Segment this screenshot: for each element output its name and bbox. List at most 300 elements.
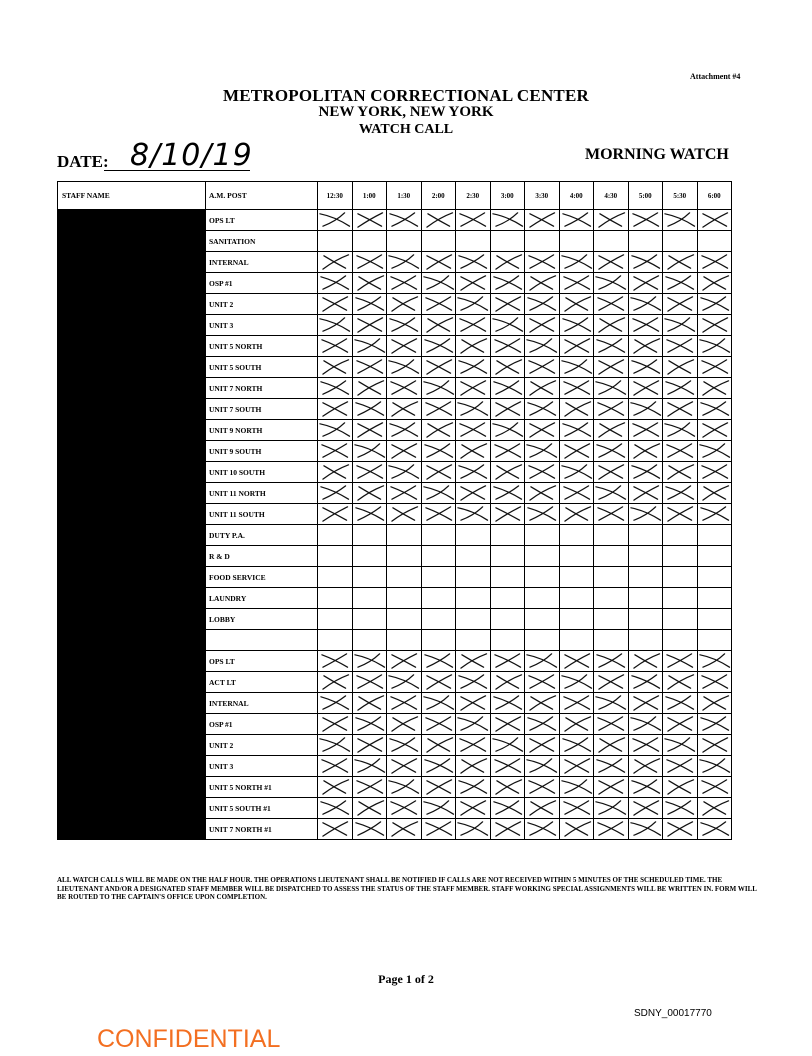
empty-cell [525, 231, 560, 252]
post-name: UNIT 3 [206, 315, 318, 336]
handwritten-x-icon [594, 672, 628, 692]
handwritten-x-icon [422, 819, 456, 839]
check-mark-cell [525, 441, 560, 462]
empty-cell [318, 609, 353, 630]
handwritten-x-icon [663, 378, 697, 398]
handwritten-x-icon [525, 651, 559, 671]
check-mark-cell [490, 651, 525, 672]
empty-cell [456, 567, 491, 588]
handwritten-x-icon [594, 777, 628, 797]
staff-name-header: STAFF NAME [58, 182, 206, 210]
handwritten-x-icon [318, 273, 352, 293]
post-name: SANITATION [206, 231, 318, 252]
handwritten-x-icon [525, 315, 559, 335]
post-name: DUTY P.A. [206, 525, 318, 546]
check-mark-cell [559, 693, 594, 714]
check-mark-cell [421, 672, 456, 693]
check-mark-cell [559, 819, 594, 840]
handwritten-x-icon [594, 462, 628, 482]
handwritten-x-icon [353, 504, 387, 524]
handwritten-x-icon [560, 693, 594, 713]
check-mark-cell [559, 672, 594, 693]
empty-cell [525, 567, 560, 588]
handwritten-x-icon [698, 210, 732, 230]
check-mark-cell [628, 756, 663, 777]
handwritten-x-icon [353, 210, 387, 230]
handwritten-x-icon [387, 294, 421, 314]
handwritten-x-icon [629, 210, 663, 230]
handwritten-x-icon [629, 483, 663, 503]
post-name: LOBBY [206, 609, 318, 630]
check-mark-cell [663, 441, 698, 462]
handwritten-x-icon [491, 798, 525, 818]
handwritten-x-icon [387, 756, 421, 776]
check-mark-cell [559, 357, 594, 378]
empty-cell [697, 609, 732, 630]
check-mark-cell [594, 357, 629, 378]
check-mark-cell [559, 735, 594, 756]
check-mark-cell [421, 420, 456, 441]
handwritten-x-icon [491, 756, 525, 776]
check-mark-cell [559, 483, 594, 504]
check-mark-cell [628, 462, 663, 483]
check-mark-cell [387, 420, 422, 441]
check-mark-cell [352, 336, 387, 357]
check-mark-cell [525, 714, 560, 735]
check-mark-cell [456, 777, 491, 798]
handwritten-x-icon [629, 819, 663, 839]
check-mark-cell [490, 735, 525, 756]
empty-cell [490, 231, 525, 252]
handwritten-x-icon [422, 462, 456, 482]
check-mark-cell [525, 693, 560, 714]
empty-cell [318, 525, 353, 546]
empty-cell [318, 588, 353, 609]
empty-cell [387, 546, 422, 567]
handwritten-x-icon [594, 756, 628, 776]
handwritten-x-icon [318, 420, 352, 440]
handwritten-x-icon [560, 357, 594, 377]
handwritten-x-icon [387, 273, 421, 293]
check-mark-cell [421, 315, 456, 336]
empty-cell [594, 609, 629, 630]
handwritten-x-icon [491, 693, 525, 713]
check-mark-cell [663, 819, 698, 840]
handwritten-x-icon [353, 441, 387, 461]
check-mark-cell [456, 252, 491, 273]
check-mark-cell [318, 651, 353, 672]
handwritten-x-icon [525, 483, 559, 503]
handwritten-x-icon [456, 714, 490, 734]
handwritten-x-icon [698, 336, 732, 356]
check-mark-cell [697, 399, 732, 420]
facility-location: NEW YORK, NEW YORK [318, 104, 494, 120]
check-mark-cell [387, 336, 422, 357]
check-mark-cell [490, 252, 525, 273]
handwritten-x-icon [318, 798, 352, 818]
post-name: INTERNAL [206, 252, 318, 273]
check-mark-cell [387, 714, 422, 735]
check-mark-cell [697, 735, 732, 756]
check-mark-cell [456, 483, 491, 504]
check-mark-cell [352, 777, 387, 798]
time-header: 3:00 [490, 182, 525, 210]
empty-cell [628, 525, 663, 546]
check-mark-cell [697, 210, 732, 231]
handwritten-x-icon [663, 294, 697, 314]
check-mark-cell [697, 777, 732, 798]
handwritten-x-icon [353, 798, 387, 818]
handwritten-x-icon [491, 819, 525, 839]
empty-cell [352, 588, 387, 609]
post-name: OSP #1 [206, 714, 318, 735]
check-mark-cell [352, 378, 387, 399]
check-mark-cell [352, 441, 387, 462]
handwritten-x-icon [698, 252, 732, 272]
handwritten-x-icon [629, 420, 663, 440]
empty-cell [559, 588, 594, 609]
handwritten-x-icon [422, 672, 456, 692]
empty-cell [663, 231, 698, 252]
check-mark-cell [594, 273, 629, 294]
handwritten-x-icon [422, 441, 456, 461]
post-name [206, 630, 318, 651]
form-title: WATCH CALL [358, 122, 454, 137]
handwritten-x-icon [629, 399, 663, 419]
handwritten-x-icon [525, 819, 559, 839]
watch-label: MORNING WATCH [585, 146, 729, 163]
handwritten-x-icon [353, 651, 387, 671]
handwritten-x-icon [698, 651, 732, 671]
handwritten-x-icon [491, 504, 525, 524]
post-name: UNIT 5 SOUTH [206, 357, 318, 378]
check-mark-cell [594, 693, 629, 714]
handwritten-x-icon [525, 735, 559, 755]
check-mark-cell [525, 483, 560, 504]
post-name: UNIT 11 NORTH [206, 483, 318, 504]
check-mark-cell [318, 483, 353, 504]
check-mark-cell [456, 819, 491, 840]
bates-number: SDNY_00017770 [634, 1008, 712, 1019]
handwritten-x-icon [456, 462, 490, 482]
handwritten-x-icon [663, 315, 697, 335]
handwritten-x-icon [698, 735, 732, 755]
check-mark-cell [421, 462, 456, 483]
post-name: UNIT 5 SOUTH #1 [206, 798, 318, 819]
check-mark-cell [387, 651, 422, 672]
watch-call-table [57, 181, 732, 840]
handwritten-x-icon [629, 693, 663, 713]
handwritten-x-icon [629, 504, 663, 524]
check-mark-cell [456, 714, 491, 735]
check-mark-cell [421, 798, 456, 819]
handwritten-x-icon [560, 273, 594, 293]
handwritten-x-icon [318, 357, 352, 377]
check-mark-cell [318, 504, 353, 525]
check-mark-cell [387, 378, 422, 399]
check-mark-cell [318, 441, 353, 462]
handwritten-x-icon [456, 252, 490, 272]
empty-cell [352, 567, 387, 588]
check-mark-cell [456, 756, 491, 777]
empty-cell [421, 231, 456, 252]
handwritten-x-icon [663, 798, 697, 818]
check-mark-cell [387, 273, 422, 294]
handwritten-x-icon [594, 294, 628, 314]
handwritten-x-icon [525, 462, 559, 482]
handwritten-x-icon [594, 273, 628, 293]
empty-cell [594, 567, 629, 588]
handwritten-x-icon [525, 273, 559, 293]
handwritten-x-icon [525, 210, 559, 230]
check-mark-cell [663, 714, 698, 735]
check-mark-cell [559, 441, 594, 462]
empty-cell [456, 588, 491, 609]
handwritten-x-icon [387, 378, 421, 398]
check-mark-cell [663, 693, 698, 714]
handwritten-x-icon [560, 462, 594, 482]
check-mark-cell [594, 504, 629, 525]
check-mark-cell [697, 672, 732, 693]
handwritten-x-icon [594, 210, 628, 230]
handwritten-x-icon [422, 693, 456, 713]
check-mark-cell [525, 672, 560, 693]
check-mark-cell [697, 798, 732, 819]
check-mark-cell [421, 735, 456, 756]
check-mark-cell [490, 504, 525, 525]
handwritten-x-icon [629, 294, 663, 314]
table-row [58, 210, 732, 231]
check-mark-cell [628, 819, 663, 840]
handwritten-x-icon [594, 819, 628, 839]
handwritten-x-icon [491, 210, 525, 230]
time-header: 12:30 [318, 182, 353, 210]
handwritten-x-icon [663, 441, 697, 461]
post-name: OSP #1 [206, 273, 318, 294]
handwritten-x-icon [663, 210, 697, 230]
empty-cell [490, 588, 525, 609]
handwritten-x-icon [560, 798, 594, 818]
handwritten-x-icon [387, 462, 421, 482]
check-mark-cell [490, 714, 525, 735]
post-name: R & D [206, 546, 318, 567]
handwritten-x-icon [560, 336, 594, 356]
handwritten-x-icon [353, 252, 387, 272]
handwritten-x-icon [698, 315, 732, 335]
handwritten-x-icon [560, 315, 594, 335]
handwritten-x-icon [318, 378, 352, 398]
handwritten-x-icon [318, 294, 352, 314]
handwritten-x-icon [456, 315, 490, 335]
time-header: 4:00 [559, 182, 594, 210]
empty-cell [628, 231, 663, 252]
check-mark-cell [594, 294, 629, 315]
handwritten-x-icon [353, 315, 387, 335]
check-mark-cell [525, 462, 560, 483]
check-mark-cell [421, 756, 456, 777]
check-mark-cell [525, 651, 560, 672]
check-mark-cell [421, 336, 456, 357]
check-mark-cell [525, 252, 560, 273]
empty-cell [697, 567, 732, 588]
handwritten-x-icon [422, 357, 456, 377]
handwritten-x-icon [318, 252, 352, 272]
check-mark-cell [559, 378, 594, 399]
check-mark-cell [352, 693, 387, 714]
post-name: UNIT 9 NORTH [206, 420, 318, 441]
handwritten-x-icon [698, 420, 732, 440]
check-mark-cell [318, 315, 353, 336]
handwritten-x-icon [353, 756, 387, 776]
check-mark-cell [318, 252, 353, 273]
check-mark-cell [594, 210, 629, 231]
check-mark-cell [594, 315, 629, 336]
time-header: 2:30 [456, 182, 491, 210]
check-mark-cell [352, 504, 387, 525]
handwritten-x-icon [560, 210, 594, 230]
check-mark-cell [663, 420, 698, 441]
check-mark-cell [318, 210, 353, 231]
check-mark-cell [663, 672, 698, 693]
handwritten-x-icon [594, 735, 628, 755]
handwritten-x-icon [594, 399, 628, 419]
check-mark-cell [490, 756, 525, 777]
check-mark-cell [525, 315, 560, 336]
check-mark-cell [628, 315, 663, 336]
handwritten-x-icon [353, 420, 387, 440]
check-mark-cell [628, 672, 663, 693]
check-mark-cell [663, 315, 698, 336]
check-mark-cell [318, 777, 353, 798]
check-mark-cell [387, 819, 422, 840]
handwritten-x-icon [456, 420, 490, 440]
handwritten-x-icon [318, 210, 352, 230]
check-mark-cell [421, 210, 456, 231]
handwritten-x-icon [353, 462, 387, 482]
check-mark-cell [318, 336, 353, 357]
check-mark-cell [594, 735, 629, 756]
check-mark-cell [352, 315, 387, 336]
check-mark-cell [559, 252, 594, 273]
handwritten-x-icon [594, 798, 628, 818]
handwritten-x-icon [387, 357, 421, 377]
handwritten-x-icon [387, 441, 421, 461]
check-mark-cell [387, 483, 422, 504]
check-mark-cell [490, 315, 525, 336]
check-mark-cell [421, 714, 456, 735]
post-name: ACT LT [206, 672, 318, 693]
check-mark-cell [525, 357, 560, 378]
handwritten-x-icon [491, 273, 525, 293]
handwritten-x-icon [629, 756, 663, 776]
empty-cell [421, 567, 456, 588]
handwritten-x-icon [663, 777, 697, 797]
check-mark-cell [628, 420, 663, 441]
check-mark-cell [697, 651, 732, 672]
handwritten-x-icon [422, 777, 456, 797]
handwritten-x-icon [594, 420, 628, 440]
handwritten-x-icon [318, 483, 352, 503]
handwritten-x-icon [318, 735, 352, 755]
check-mark-cell [628, 714, 663, 735]
handwritten-x-icon [491, 357, 525, 377]
handwritten-x-icon [491, 735, 525, 755]
empty-cell [387, 567, 422, 588]
empty-cell [352, 630, 387, 651]
check-mark-cell [421, 399, 456, 420]
check-mark-cell [352, 735, 387, 756]
check-mark-cell [490, 672, 525, 693]
handwritten-x-icon [594, 315, 628, 335]
empty-cell [663, 546, 698, 567]
empty-cell [628, 588, 663, 609]
handwritten-x-icon [387, 651, 421, 671]
check-mark-cell [559, 504, 594, 525]
check-mark-cell [594, 336, 629, 357]
handwritten-x-icon [629, 714, 663, 734]
handwritten-x-icon [456, 777, 490, 797]
empty-cell [628, 609, 663, 630]
check-mark-cell [594, 441, 629, 462]
check-mark-cell [697, 315, 732, 336]
handwritten-x-icon [663, 672, 697, 692]
date-label: DATE: [57, 152, 109, 171]
check-mark-cell [697, 714, 732, 735]
check-mark-cell [525, 336, 560, 357]
empty-cell [490, 567, 525, 588]
check-mark-cell [697, 420, 732, 441]
table-header-row [58, 182, 732, 210]
handwritten-x-icon [629, 252, 663, 272]
handwritten-x-icon [318, 693, 352, 713]
handwritten-x-icon [629, 798, 663, 818]
handwritten-x-icon [629, 462, 663, 482]
check-mark-cell [490, 294, 525, 315]
post-name: UNIT 11 SOUTH [206, 504, 318, 525]
handwritten-x-icon [663, 504, 697, 524]
check-mark-cell [559, 462, 594, 483]
handwritten-x-icon [629, 777, 663, 797]
check-mark-cell [490, 273, 525, 294]
post-name: LAUNDRY [206, 588, 318, 609]
handwritten-x-icon [525, 399, 559, 419]
handwritten-x-icon [629, 651, 663, 671]
empty-cell [387, 609, 422, 630]
handwritten-x-icon [629, 336, 663, 356]
empty-cell [387, 525, 422, 546]
empty-cell [421, 609, 456, 630]
handwritten-x-icon [353, 693, 387, 713]
handwritten-x-icon [525, 336, 559, 356]
redacted-staff-names [58, 210, 206, 840]
handwritten-x-icon [387, 693, 421, 713]
check-mark-cell [421, 357, 456, 378]
check-mark-cell [352, 462, 387, 483]
handwritten-x-icon [698, 462, 732, 482]
handwritten-x-icon [698, 777, 732, 797]
check-mark-cell [628, 294, 663, 315]
time-header: 1:30 [387, 182, 422, 210]
handwritten-x-icon [525, 672, 559, 692]
empty-cell [490, 609, 525, 630]
instructions-note: ALL WATCH CALLS WILL BE MADE ON THE HALF HOUR. THE OPERATIONS LIEUTENANT SHALL BE NOTIFIED IF CALLS ARE NOT RECEIVED WITHIN 5 MINUTES OF THE SCHEDULED TIME. THE LIEUTENANT AND/OR A DESIGNATED STAFF MEMBER WILL BE DISPATCHED TO ASSESS THE STATUS OF THE STAFF MEMBER. STAFF WORKING SPECIAL ASSIGNMENTS WILL BE WRITTEN IN. FORM WILL BE ROUTED TO THE CAPTAIN'S OFFICE UPON COMPLETION. [57, 876, 757, 902]
empty-cell [697, 588, 732, 609]
handwritten-x-icon [318, 714, 352, 734]
check-mark-cell [318, 672, 353, 693]
post-name: INTERNAL [206, 693, 318, 714]
handwritten-x-icon [456, 483, 490, 503]
handwritten-x-icon [422, 273, 456, 293]
